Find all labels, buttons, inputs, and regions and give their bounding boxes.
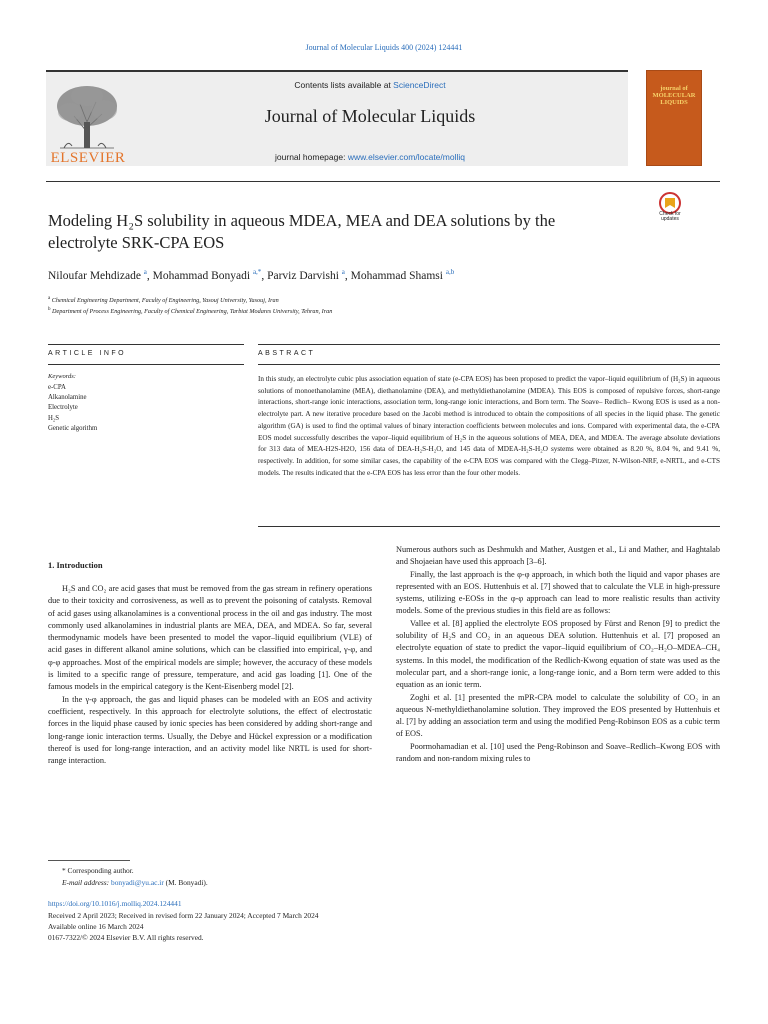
- email-suffix: (M. Bonyadi).: [163, 878, 208, 887]
- author[interactable]: [153, 270, 262, 282]
- article-info-underline: [48, 364, 244, 365]
- body-paragraph: Zoghi et al. [1] presented the mPR-CPA model to calculate the solubility of CO₂ in an aqueous N-methyldiethanolamine solution. They improved the EOS presented by Huttenhuis et al. [7] by adding an association term and using the modified Peng-Robinson EOS as a cubic term of EOS.: [396, 692, 720, 739]
- title-line-2: electrolyte SRK-CPA EOS: [48, 233, 225, 252]
- affiliation-a-sup: a: [48, 296, 51, 301]
- article-title: [48, 210, 638, 254]
- author[interactable]: [351, 270, 455, 282]
- sciencedirect-link[interactable]: ScienceDirect: [393, 80, 446, 90]
- author-name[interactable]: Parviz Darvishi: [267, 269, 339, 282]
- left-column: [48, 583, 372, 767]
- keyword: Genetic algorithm: [48, 424, 98, 432]
- elsevier-wordmark: ELSEVIER: [50, 150, 126, 166]
- email-label: E-mail address:: [62, 878, 111, 887]
- author[interactable]: [48, 270, 147, 282]
- copyright-line: 0167-7322/© 2024 Elsevier B.V. All rights reserved.: [48, 933, 204, 942]
- author[interactable]: [267, 270, 345, 282]
- author-affiliation-sup[interactable]: a,b: [445, 268, 455, 276]
- keyword: Electrolyte: [48, 404, 78, 412]
- abstract-text: In this study, an electrolyte cubic plus association equation of state (e-CPA EOS) has been proposed to predict the vapor–liquid equilibrium of (H₂S) in aqueous solutions of monoethanolamine (MEA), diethanolamine (DEA), and methyldiethanolamine (MDEA). This EOS is composed of repulsive forces, short-range interactions, short-range ionic interactions, association term, long-range ionic interactions, and Born term. The Soave– Redlich– Kwong EOS is used as a non-electrolyte part. A new iterative procedure based on the Jacobi method is introduced to obtain the compositions of all species in the liquid phase. The genetic algorithm (GA) is used to find the optimal values of binary interaction coefficients between molecules and ions. Compared with experimental data, the e-CPA EOS model successfully describes the vapor–liquid equilibrium of H₂S in the aqueous solutions of MEA, DEA, and MDEA. The average absolute deviations for 313 data of MEA-H2S-H2O, 156 data of DEA-H₂S-H₂O, and 145 data of MDEA-H₂S-H₂O systems were obtained as 8.20 %, 8.04 %, and 9.41 %, respectively. In addition, for some similar cases, the capability of the e-CPA EOS was compared with the Clegg–Pitzer, N-Wilson-NRF, e-NRTL, and e-CTS models. The results indicated that the e-CPA EOS has less error than the four other models.: [258, 375, 720, 477]
- affiliation-b-text: Department of Process Engineering, Faculty of Chemical Engineering, Tarbiat Modares University, Tehran, Iran: [52, 308, 333, 316]
- article-info-heading: ARTICLE INFO: [48, 350, 127, 357]
- introduction-heading: 1. Introduction: [48, 560, 103, 570]
- footnote-rule: [48, 860, 130, 861]
- body-paragraph: Vallee et al. [8] applied the electrolyte EOS proposed by Fürst and Renon [9] to predict the solubility of H₂S and CO₂ in an aqueous DEA solution. Huttenhuis et al. [7] proposed an electrolyte equation of state to predict the vapor–liquid equilibrium of CO₂–H₂O–MDEA–CH₄ systems. In this model, the modification of the Redlich-Kwong equation of state was used as the molecular part, and a short-range ionic, a long-range ionic, and a Born term were added to this equation as an ionic term.: [396, 618, 720, 690]
- header-divider: [46, 181, 720, 182]
- body-paragraph: H₂S and CO₂ are acid gases that must be removed from the gas stream in refinery operations due to their toxicity and corrosiveness, as well as to prevent the poisoning of catalysts. Removal of acid gases using alkanolamines is a conventional process in the oil and gas industry. The most commonly used alkanolamines in industrial plants are MEA, DEA, and MDEA. So far, several thermodynamic models have been presented to model the vapor–liquid equilibrium (VLE) of acid gases in different alkanol amine solutions, which can be classified into empirical, γ-φ, and φ-φ approaches. Most of the empirical models are simple; however, the accuracy of these models is limited to a specific range of pressure, temperature, and acid gas loading [1]. One of the famous models in the empirical category is the Kent-Eisenberg model [2].: [48, 584, 372, 692]
- right-column: [396, 544, 720, 765]
- author-list: Niloufar Mehdizade $^a$, Mohammad Bonyadi $^{a,*}$, Parviz Darvishi $^a$, Mohammad Shamsi $^{a,b}$: [48, 268, 455, 282]
- journal-title: Journal of Molecular Liquids: [264, 106, 476, 126]
- journal-cover-title: journal of MOLECULAR LIQUIDS: [652, 85, 696, 106]
- keyword: e-CPA: [48, 384, 66, 391]
- author-name[interactable]: Niloufar Mehdizade: [48, 269, 141, 282]
- body-paragraph: In the γ-φ approach, the gas and liquid phases can be modeled with an EOS and activity coefficient, respectively. In this approach for electrolyte solutions, the effect of electrostatic forces in the liquid phase caused by ionic species has been considered by adding short-range and long-range ionic interaction terms. Usually, the Debye and Hückel expression or a modification thereof is used for long-range interaction, and an activity model like NRTL is used for short-range interaction.: [48, 694, 372, 766]
- body-paragraph: Numerous authors such as Deshmukh and Mather, Austgen et al., Li and Mather, and Haghtalab and Shojaeian have used this approach [3–6].: [396, 545, 720, 567]
- available-online: Available online 16 March 2024: [48, 922, 144, 931]
- title-line-1: Modeling H₂S solubility in aqueous MDEA, MEA and DEA solutions by the: [48, 211, 556, 230]
- keyword: Alkanolamine: [48, 394, 87, 402]
- journal-homepage-line: [140, 152, 600, 162]
- author-affiliation-sup[interactable]: a: [143, 268, 147, 276]
- affiliation-a: [48, 296, 728, 304]
- homepage-link[interactable]: www.elsevier.com/locate/molliq: [347, 152, 465, 162]
- homepage-prefix: journal homepage:: [275, 152, 348, 162]
- journal-reference[interactable]: Journal of Molecular Liquids 400 (2024) 124441: [305, 43, 463, 52]
- received-dates: Received 2 April 2023; Received in revised form 22 January 2024; Accepted 7 March 2024: [48, 911, 319, 920]
- abstract-rule: [258, 344, 720, 345]
- body-paragraph: Poormohamadian et al. [10] used the Peng-Robinson and Soave–Redlich–Kwong EOS with random and non-random mixing rules to: [396, 741, 720, 764]
- author-name[interactable]: Mohammad Shamsi: [350, 269, 443, 282]
- email-line: [62, 878, 208, 887]
- doi-link[interactable]: https://doi.org/10.1016/j.molliq.2024.124441: [48, 899, 182, 908]
- abstract-heading: ABSTRACT: [258, 350, 316, 357]
- email-link[interactable]: bonyadi@yu.ac.ir: [111, 878, 164, 887]
- keyword: H₂S: [48, 414, 60, 422]
- abstract-bottom-rule: [258, 526, 720, 527]
- article-info-rule: [48, 344, 244, 345]
- keywords-label: Keywords:: [48, 373, 76, 380]
- body-paragraph: Finally, the last approach is the φ-φ approach, in which both the liquid and vapor phases are represented with an EOS. Huttenhuis et al. [7] showed that to calculate the VLE in high-pressure systems, utilizing e-EOSs in the φ-φ approach can lead to more realistic results than activity models. Some of the previous studies in this field are as follows:: [396, 569, 720, 616]
- affiliation-a-text: Chemical Engineering Department, Faculty of Engineering, Yasouj University, Yasouj, Iran: [51, 297, 279, 305]
- contents-line: [140, 80, 600, 90]
- abstract-underline: [258, 364, 720, 365]
- keywords-list: [48, 383, 97, 434]
- contents-prefix: Contents lists available at: [294, 80, 394, 90]
- author-affiliation-sup[interactable]: a,*: [252, 268, 262, 276]
- author-name[interactable]: Mohammad Bonyadi: [152, 269, 251, 282]
- author-affiliation-sup[interactable]: a: [341, 268, 345, 276]
- affiliation-b-sup: b: [48, 307, 51, 312]
- check-for-updates-label[interactable]: Check for updates: [659, 211, 681, 223]
- corresponding-author-note: * Corresponding author.: [62, 866, 134, 875]
- affiliation-b: [48, 307, 728, 315]
